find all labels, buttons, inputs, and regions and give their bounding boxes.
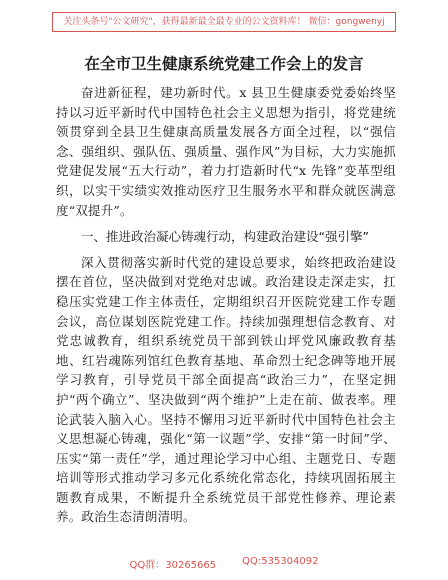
header-banner [0,0,448,44]
section-paragraph: 深入贯彻落实新时代党的建设总要求，始终把政治建设摆在首位，坚决做到对党绝对忠诚。政治建设走深走实，扛稳压实党建工作主体责任，定期组织召开医院党建工作专题会议，高位谋划医院党建工作。持续加强理想信念教育、对党忠诚教育，组织系统党员干部到铁山坪党风廉政教育基地、红岩魂陈列馆红色教育基地、革命烈士纪念碑等地开展学习教育，引导党员干部全面提高“政治三力”，在坚定拥护“两个确立”、坚决做到“两个维护”上走在前、做表率。理论武装入脑入心。坚持不懈用习近平新时代中国特色社会主义思想凝心铸魂，强化“第一议题”学、安排“第一时间”学、压实“第一责任”学，通过理论学习中心组、主题党日、专题培训等形式推动学习多元化系统化常态化，持续巩固拓展主题教育成果，不断提升全系统党员干部党性修养、理论素养。政治生态清朗清明。 [56,254,396,525]
footer-qq: QQ:535304092 [242,556,319,567]
document-body [56,83,396,527]
intro-paragraph: 奋进新征程，建功新时代。x 县卫生健康委党委始终坚持以习近平新时代中国特色社会主义思想为指引，将党建统领贯穿到全县卫生健康高质量发展各方面全过程，以“强信念、强组织、强队伍、强质量、强作风”为目标，大力实施抓党建促发展“五大行动”，着力打造新时代“x 先锋”变革型组织，以实干实绩实效推动医疗卫生服务水平和群众就医满意度“双提升”。 [56,85,396,218]
footer-qq-group: QQ群：30265665 [129,560,217,571]
promo-text: 关注头条号"公文研究"，获得最新最全最专业的公文资料库！ 微信：gongwenyj [52,12,395,32]
footer-contact [0,556,448,574]
document-title: 在全市卫生健康系统党建工作会上的发言 [84,55,364,73]
section-heading: 一、推进政治凝心铸魂行动，构建政治建设“强引擎” [81,229,369,245]
